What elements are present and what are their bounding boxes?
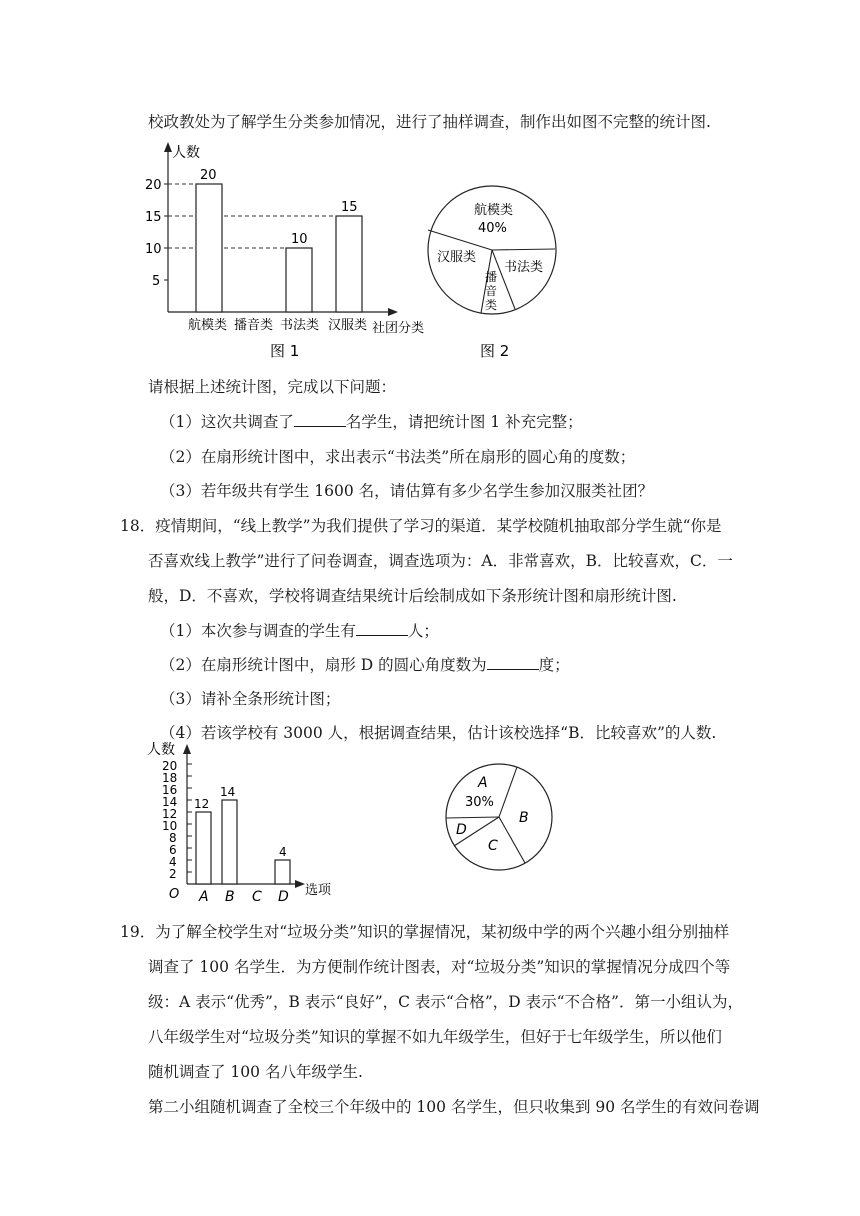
slice-label-d: D	[456, 822, 467, 838]
answer-blank	[356, 621, 408, 636]
bar-label-shufa: 10	[291, 232, 308, 247]
bar-shufa	[286, 248, 312, 312]
slice-label-hanfu: 汉服类	[437, 250, 477, 265]
bar-label-b: 14	[220, 785, 236, 799]
answer-blank	[487, 655, 539, 670]
x-axis-arrow	[295, 880, 305, 888]
y-tick-14: 14	[162, 795, 178, 809]
y-axis-arrow	[183, 744, 191, 754]
slice-label-a-pct: 30%	[465, 795, 494, 810]
figure-2-pie-chart	[420, 180, 570, 365]
slice-label-boyin-1: 播	[485, 270, 498, 284]
q19-line-3: 级：A 表示“优秀”，B 表示“良好”，C 表示“合格”，D 表示“不合格”．第一小组认为，	[148, 993, 743, 1011]
q18-part-1	[160, 621, 439, 641]
bar-hanfu	[336, 216, 362, 312]
q18-line-3: 般，D．不喜欢，学校将调查结果统计后绘制成如下条形统计图和扇形统计图.	[148, 587, 677, 605]
q17-prompt: 请根据上述统计图，完成以下问题：	[148, 378, 397, 396]
q18-part-3: （3）请补全条形统计图；	[160, 690, 341, 708]
slice-label-c: C	[488, 838, 498, 854]
y-axis-arrow	[164, 142, 172, 152]
figure-4-pie-chart	[436, 742, 556, 892]
bar-a	[196, 812, 211, 884]
slice-label-boyin-2: 音	[485, 284, 498, 298]
q19-line-6: 第二小组随机调查了全校三个年级中的 100 名学生，但只收集到 90 名学生的有效问卷调	[148, 1098, 760, 1116]
figure-1-caption: 图 1	[270, 342, 300, 360]
q19-line-5: 随机调查了 100 名八年级学生.	[148, 1063, 363, 1081]
slice-label-b: B	[519, 810, 529, 826]
q17-part-3: （3）若年级共有学生 1600 名，请估算有多少名学生参加汉服类社团？	[160, 482, 654, 500]
cat-shufa: 书法类	[280, 318, 320, 333]
x-axis-label: 社团分类	[372, 321, 425, 336]
q19-line-1: 19．为了解全校学生对“垃圾分类”知识的掌握情况，某初级中学的两个兴趣小组分别抽样	[120, 923, 730, 941]
cat-d: D	[278, 889, 289, 905]
y-ticks	[162, 759, 177, 881]
bar-hangmo	[196, 184, 222, 312]
cat-b: B	[225, 889, 235, 905]
cat-c: C	[252, 889, 262, 905]
slice-label-boyin-3: 类	[485, 298, 498, 312]
q18-line-2: 否喜欢线上教学”进行了问卷调查，调查选项为：A．非常喜欢，B．比较喜欢，C．一	[148, 552, 733, 570]
cat-hanfu: 汉服类	[328, 318, 368, 333]
slice-label-a: A	[478, 775, 488, 791]
x-axis-arrow	[388, 308, 398, 316]
q19-line-4: 八年级学生对“垃圾分类”知识的掌握不如九年级学生，但好于七年级学生，所以他们	[148, 1028, 722, 1046]
cat-hangmo: 航模类	[188, 318, 228, 333]
origin-label: O	[169, 887, 180, 902]
y-tick-15: 15	[145, 210, 162, 225]
q17-part-1-b: 名学生，请把统计图 1 补充完整；	[345, 413, 583, 431]
cat-a: A	[199, 889, 209, 905]
q17-part-1	[160, 412, 583, 432]
y-tick-10: 10	[162, 819, 178, 833]
bar-label-d: 4	[279, 845, 287, 859]
slice-label-hangmo: 航模类	[474, 203, 514, 218]
q18-line-1: 18．疫情期间，“线上教学”为我们提供了学习的渠道．某学校随机抽取部分学生就“你是	[120, 517, 722, 535]
slice-label-shufa: 书法类	[504, 260, 544, 275]
y-tick-6: 6	[169, 843, 177, 857]
y-axis-label: 人数	[147, 742, 175, 758]
slice-label-hangmo-pct: 40%	[478, 221, 507, 236]
y-tick-5: 5	[152, 274, 161, 289]
q18-part-1-a: （1）本次参与调查的学生有	[160, 622, 356, 640]
figure-3-bar-chart	[145, 738, 345, 906]
y-tick-4: 4	[169, 855, 177, 869]
answer-blank	[294, 412, 346, 427]
bar-d	[275, 860, 290, 884]
y-tick-8: 8	[169, 831, 177, 845]
intro-text: 校政教处为了解学生分类参加情况，进行了抽样调查，制作出如图不完整的统计图.	[148, 113, 711, 131]
y-axis-label: 人数	[172, 145, 200, 161]
q18-part-2-b: 度；	[538, 656, 570, 674]
q19-line-2: 调查了 100 名学生．为方便制作统计图表，对“垃圾分类”知识的掌握情况分成四个等	[148, 958, 731, 976]
y-tick-10: 10	[145, 242, 162, 257]
q17-part-1-a: （1）这次共调查了	[160, 413, 294, 431]
figure-1-bar-chart	[140, 140, 440, 365]
y-tick-20: 20	[145, 178, 162, 193]
y-tick-18: 18	[162, 771, 178, 785]
y-ticks	[145, 178, 168, 289]
y-tick-12: 12	[162, 807, 178, 821]
y-tick-20: 20	[162, 759, 178, 773]
q18-part-1-b: 人；	[407, 622, 439, 640]
bar-label-hanfu: 15	[341, 200, 358, 215]
bar-label-hangmo: 20	[200, 168, 217, 183]
bar-b	[222, 800, 237, 884]
q18-part-2-a: （2）在扇形统计图中，扇形 D 的圆心角度数为	[160, 656, 487, 674]
q17-part-2: （2）在扇形统计图中，求出表示“书法类”所在扇形的圆心角的度数；	[160, 448, 636, 466]
y-tick-16: 16	[162, 783, 178, 797]
q18-part-4: （4）若该学校有 3000 人，根据调查结果，估计该校选择“B．比较喜欢”的人数.	[160, 724, 717, 742]
q18-part-2	[160, 655, 570, 675]
y-tick-2: 2	[169, 867, 177, 881]
cat-boyin: 播音类	[234, 318, 274, 333]
figure-2-caption: 图 2	[480, 342, 510, 360]
bar-label-a: 12	[194, 797, 210, 811]
x-axis-label: 选项	[305, 883, 332, 898]
